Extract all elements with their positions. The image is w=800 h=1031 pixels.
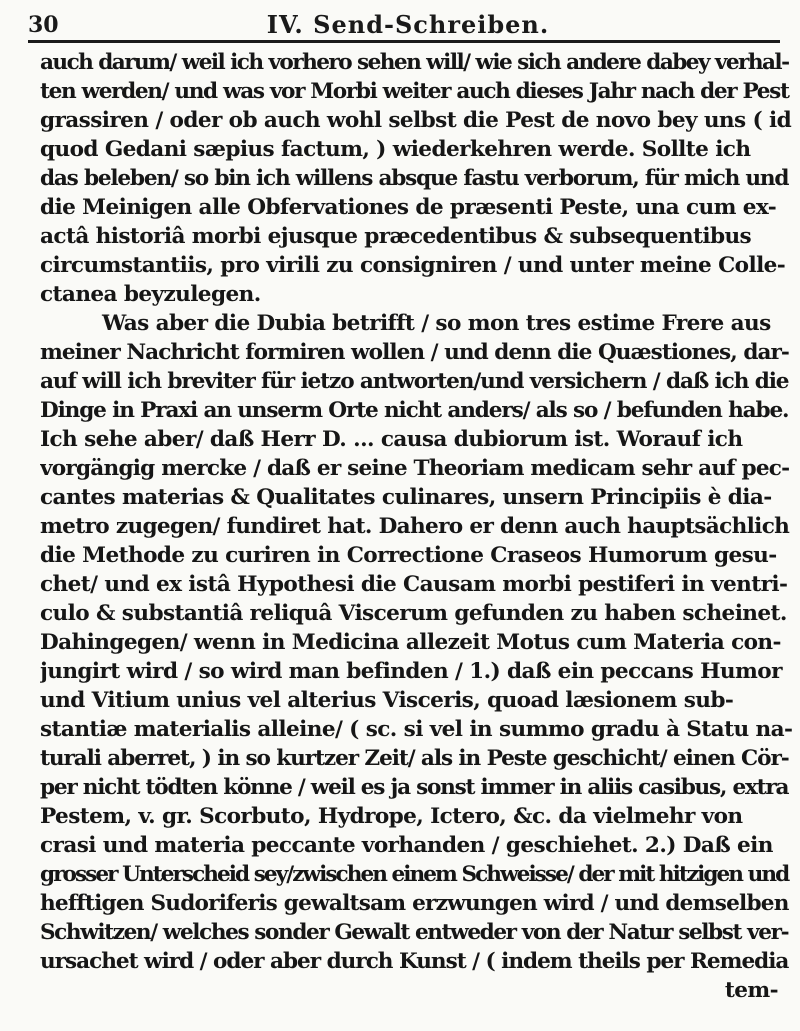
- text-line: und Vitium unius vel alterius Visceris, quoad læsionem sub-: [40, 688, 734, 713]
- text-line: vorgängig mercke / daß er seine Theoriam medicam sehr auf pec-: [40, 456, 790, 481]
- text-line: das beleben/ so bin ich willens absque fastu verborum, für mich und: [40, 166, 789, 191]
- running-title: IV. Send-Schreiben.: [266, 10, 550, 39]
- text-line: cantes materias & Qualitates culinares, unsern Principiis è dia-: [40, 485, 772, 510]
- text-line: grassiren / oder ob auch wohl selbst die Pest de novo bey uns ( id: [40, 108, 792, 133]
- catchword: tem-: [724, 978, 778, 1003]
- running-head: [28, 4, 788, 44]
- text-line: die Meinigen alle Obfervationes de præsenti Peste, una cum ex-: [40, 195, 777, 220]
- text-line: hefftigen Sudoriferis gewaltsam erzwungen wird / und demselben: [40, 891, 789, 916]
- text-line: Ich sehe aber/ daß Herr D. ... causa dubiorum ist. Worauf ich: [40, 427, 743, 452]
- text-line: actâ historiâ morbi ejusque præcedentibus & subsequentibus: [40, 224, 752, 249]
- text-line: stantiæ materialis alleine/ ( sc. si vel in summo gradu à Statu na-: [40, 717, 792, 742]
- text-line: Dahingegen/ wenn in Medicina allezeit Motus cum Materia con-: [40, 630, 781, 655]
- text-line: ctanea beyzulegen.: [40, 282, 261, 307]
- text-line: turali aberret, ) in so kurtzer Zeit/ als in Peste geschicht/ einen Cör-: [40, 746, 789, 771]
- text-line: ursachet wird / oder aber durch Kunst / ( indem theils per Remedia: [40, 949, 789, 974]
- text-line: crasi und materia peccante vorhanden / geschiehet. 2.) Daß ein: [40, 833, 773, 858]
- text-line: grosser Unterscheid sey/zwischen einem Schweisse/ der mit hitzigen und: [40, 862, 789, 887]
- text-line: Pestem, v. gr. Scorbuto, Hydrope, Ictero, &c. da vielmehr von: [40, 804, 743, 829]
- header-rule: [28, 40, 780, 43]
- paragraph-start-line: Was aber die Dubia betrifft / so mon tres estime Frere aus: [102, 311, 771, 336]
- text-line: circumstantiis, pro virili zu consigniren / und unter meine Colle-: [40, 253, 786, 278]
- text-line: chet/ und ex istâ Hypothesi die Causam morbi pestiferi in ventri-: [40, 572, 788, 597]
- text-line: Dinge in Praxi an unserm Orte nicht anders/ als so / befunden habe.: [40, 398, 789, 423]
- text-line: metro zugegen/ fundiret hat. Dahero er denn auch hauptsächlich: [40, 514, 790, 539]
- text-line: jungirt wird / so wird man befinden / 1.) daß ein peccans Humor: [40, 659, 782, 684]
- text-line: quod Gedani sæpius factum, ) wiederkehren werde. Sollte ich: [40, 137, 751, 162]
- text-line: meiner Nachricht formiren wollen / und denn die Quæstiones, dar-: [40, 340, 789, 365]
- page-number: 30: [28, 12, 59, 38]
- text-line: ten werden/ und was vor Morbi weiter auch dieses Jahr nach der Pest: [40, 79, 789, 104]
- text-line: die Methode zu curiren in Correctione Craseos Humorum gesu-: [40, 543, 777, 568]
- body-text: [40, 48, 792, 1005]
- text-line: Schwitzen/ welches sonder Gewalt entweder von der Natur selbst ver-: [40, 920, 789, 945]
- text-line: per nicht tödten könne / weil es ja sonst immer in aliis casibus, extra: [40, 775, 789, 800]
- text-line: auch darum/ weil ich vorhero sehen will/ wie sich andere dabey verhal-: [40, 50, 789, 75]
- text-line: auf will ich breviter für ietzo antworten/und versichern / daß ich die: [40, 369, 789, 394]
- text-line: culo & substantiâ reliquâ Viscerum gefunden zu haben scheinet.: [40, 601, 787, 626]
